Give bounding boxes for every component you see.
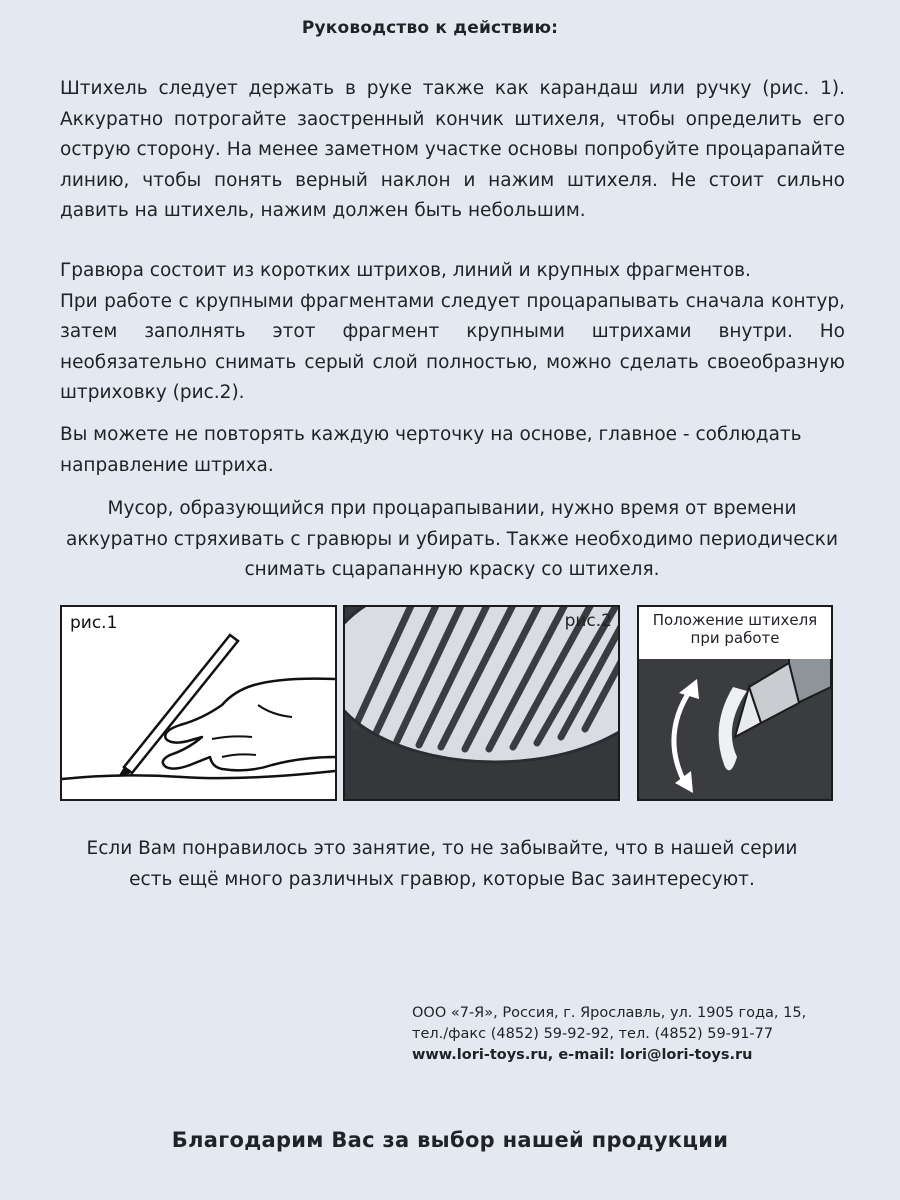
- page-title: Руководство к действию:: [301, 18, 559, 38]
- company-address: ООО «7-Я», Россия, г. Ярославль, ул. 1905 года, 15,: [412, 1005, 807, 1021]
- paragraph-stroke-direction: Вы можете не повторять каждую черточку на основе, главное - соблюдать направление штриха.: [60, 424, 802, 476]
- paragraph-large-fragments: При работе с крупными фрагментами следует процарапывать сначала контур, затем заполнять этот фрагмент крупными штрихами внутри. Но необязательно снимать серый слой полностью, можно сделать своеобразную штриховку (рис.2).: [60, 290, 845, 403]
- hand-illustration: [62, 607, 335, 799]
- company-web-email: www.lori-toys.ru, e-mail: lori@lori-toys.ru: [412, 1047, 753, 1063]
- figure-1-hand-holding-tool: [60, 605, 337, 801]
- hatching-illustration: [345, 607, 618, 799]
- figure-3-caption: [639, 607, 831, 659]
- figure-3-tool-position: [637, 605, 833, 801]
- paragraph-engraving-structure: [60, 256, 845, 409]
- paragraph-more-engravings: Если Вам понравилось это занятие, то не забывайте, что в нашей серии есть ещё много различных гравюр, которые Вас заинтересуют.: [86, 838, 798, 890]
- company-phones: тел./факс (4852) 59-92-92, тел. (4852) 59-91-77: [412, 1026, 774, 1042]
- paragraph-engraving-intro: Гравюра состоит из коротких штрихов, линий и крупных фрагментов.: [60, 260, 751, 281]
- paragraph-debris: Мусор, образующийся при процарапывании, нужно время от времени аккуратно стряхивать с гравюры и убирать. Также необходимо периодически снимать сцарапанную краску со штихеля.: [66, 498, 838, 580]
- figure-2-hatching: [343, 605, 620, 801]
- company-contacts: [412, 1003, 852, 1066]
- figure-2-label: рис.2: [564, 611, 612, 631]
- figure-1-label: рис.1: [70, 613, 118, 633]
- thank-you-note: Благодарим Вас за выбор нашей продукции: [171, 1128, 729, 1152]
- figure-3-caption-line2: при работе: [690, 629, 780, 647]
- paragraph-holding-tool: Штихель следует держать в руке также как карандаш или ручку (рис. 1). Аккуратно потрогайте заостренный кончик штихеля, чтобы определить его острую сторону. На менее заметном участке основы попробуйте процарапайте линию, чтобы понять верный наклон и нажим штихеля. Не стоит сильно давить на штихель, нажим должен быть небольшим.: [60, 78, 845, 221]
- figure-3-caption-line1: Положение штихеля: [652, 611, 818, 629]
